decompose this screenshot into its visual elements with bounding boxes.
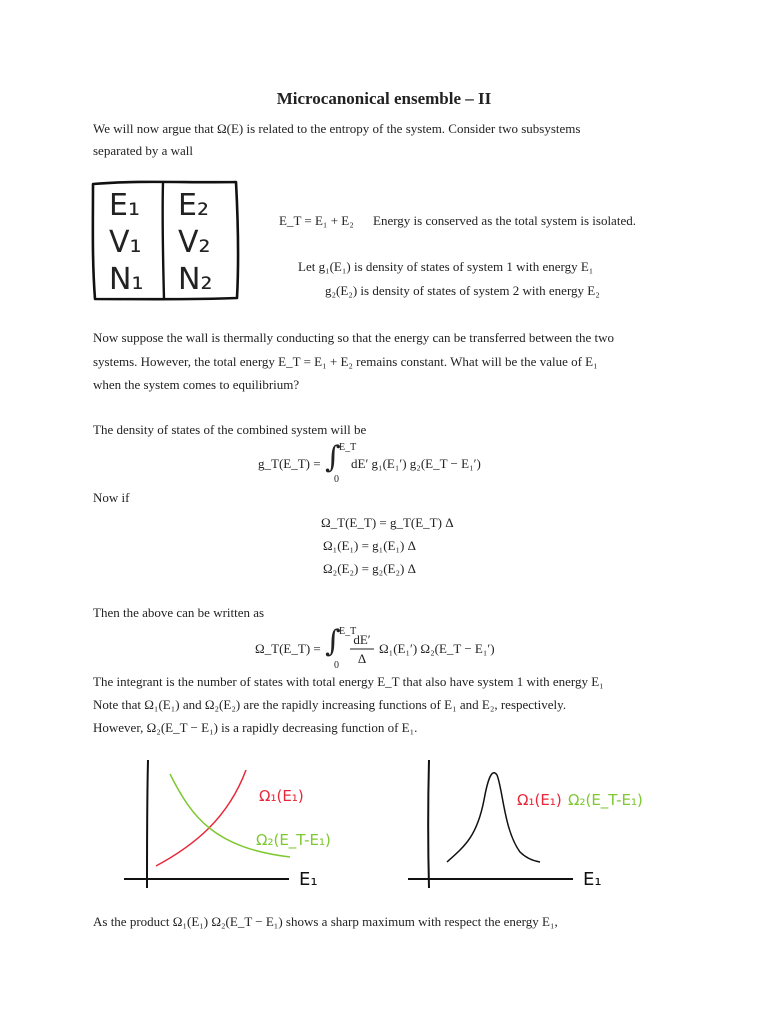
eq1-lower-limit: 0 bbox=[334, 474, 339, 485]
combined-text: The density of states of the combined system will be bbox=[93, 422, 367, 437]
energy-note: Energy is conserved as the total system is isolated. bbox=[373, 213, 636, 228]
left-graph-green-label: Ω₂(E_T-E₁) bbox=[256, 831, 331, 849]
note-line: Note that Ω₁(E₁) and Ω₂(E₂) are the rapidly increasing functions of E₁ and E₂, respectively. bbox=[93, 697, 567, 712]
eq1-integral-sign: ∫ bbox=[325, 440, 341, 475]
eq2-lower-limit: 0 bbox=[334, 660, 339, 671]
omega-eq-total: Ω_T(E_T) = g_T(E_T) Δ bbox=[321, 515, 454, 530]
box-n2: N₂ bbox=[178, 262, 213, 297]
intro-line-1: We will now argue that Ω(E) is related to the entropy of the system. Consider two subsystems bbox=[93, 121, 581, 136]
then-text: Then the above can be written as bbox=[93, 605, 265, 620]
left-graph-y-axis bbox=[147, 760, 148, 888]
eq2-integral-sign: ∫ bbox=[325, 624, 341, 659]
box-e1: E₁ bbox=[109, 188, 140, 223]
left-graph-red-curve bbox=[156, 770, 246, 866]
omega-eq-2: Ω₂(E₂) = g₂(E₂) Δ bbox=[323, 561, 416, 576]
integrant-line: The integrant is the number of states with total energy E_T that also have system 1 with energy E₁ bbox=[93, 674, 604, 689]
box-e2: E₂ bbox=[178, 188, 209, 223]
omega-eq-1: Ω₁(E₁) = g₁(E₁) Δ bbox=[323, 538, 416, 553]
right-graph-green-label: Ω₂(E_T-E₁) bbox=[568, 791, 643, 809]
eq2-upper-limit: E_T bbox=[339, 626, 357, 637]
however-line: However, Ω₂(E_T − E₁) is a rapidly decreasing function of E₁. bbox=[93, 720, 418, 735]
final-line: As the product Ω₁(E₁) Ω₂(E_T − E₁) shows a sharp maximum with respect the energy E₁, bbox=[93, 914, 558, 929]
intro-line-2: separated by a wall bbox=[93, 143, 193, 158]
page-title: Microcanonical ensemble – II bbox=[276, 89, 492, 108]
eq2-lhs: Ω_T(E_T) = bbox=[255, 641, 321, 656]
para2-line-2: systems. However, the total energy E_T = E₁ + E₂ remains constant. What will be the value of E₁ bbox=[93, 354, 598, 369]
eq1-lhs: g_T(E_T) = bbox=[258, 456, 321, 471]
eq2-denominator: Δ bbox=[357, 651, 367, 666]
para2-line-1: Now suppose the wall is thermally conducting so that the energy can be transferred between the two bbox=[93, 330, 615, 345]
eq1-upper-limit: E_T bbox=[339, 442, 357, 453]
right-graph-peak-curve bbox=[447, 773, 540, 862]
para2-line-3: when the system comes to equilibrium? bbox=[93, 377, 300, 392]
right-graph-red-label: Ω₁(E₁) bbox=[517, 791, 562, 809]
box-v2: V₂ bbox=[178, 225, 211, 260]
right-graph-x-label: E₁ bbox=[583, 869, 602, 890]
left-graph-x-label: E₁ bbox=[299, 869, 318, 890]
dos-line-1: Let g₁(E₁) is density of states of system 1 with energy E₁ bbox=[298, 259, 594, 274]
eq2-numerator: dE′ bbox=[353, 632, 371, 647]
right-graph-y-axis bbox=[428, 760, 429, 888]
box-v1: V₁ bbox=[109, 225, 142, 260]
box-n1: N₁ bbox=[109, 262, 144, 297]
left-graph-red-label: Ω₁(E₁) bbox=[259, 787, 304, 805]
eq2-rhs: Ω₁(E₁′) Ω₂(E_T − E₁′) bbox=[379, 641, 495, 656]
now-if: Now if bbox=[93, 490, 130, 505]
dos-line-2: g₂(E₂) is density of states of system 2 with energy E₂ bbox=[325, 283, 600, 298]
eq1-rhs: dE′ g₁(E₁′) g₂(E_T − E₁′) bbox=[351, 456, 481, 471]
energy-equation: E_T = E₁ + E₂ bbox=[279, 213, 354, 228]
